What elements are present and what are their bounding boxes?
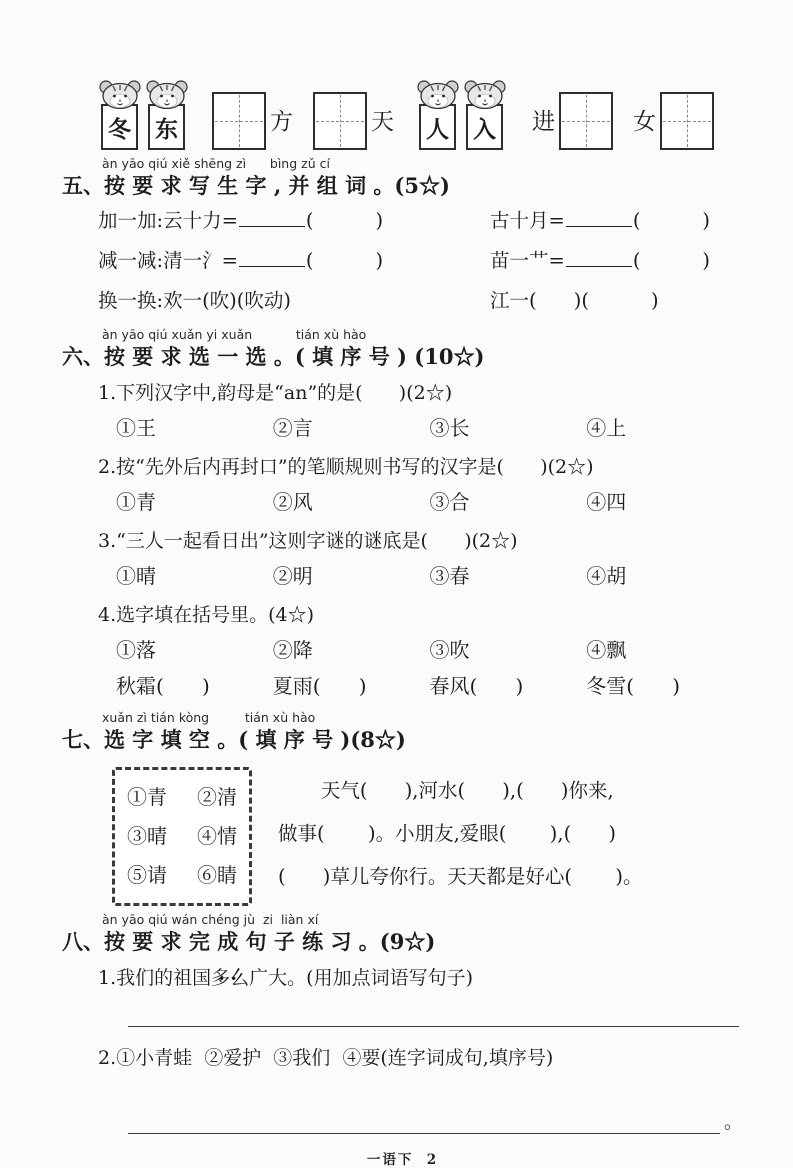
section-8 — [62, 912, 743, 1134]
tiger-mascot-card — [143, 79, 190, 150]
option-row — [116, 558, 743, 594]
exercise-text: 减一减:清一氵= — [98, 249, 238, 272]
section-6-title: 六、按 要 求 选 一 选 。( 填 序 号 ) (10☆) — [62, 344, 485, 369]
option: ②风 — [272, 490, 313, 514]
word-paren: ( ) — [632, 249, 711, 272]
section-5 — [62, 156, 743, 321]
question-4 — [98, 598, 743, 704]
tiger-sign-char: 入 — [466, 104, 503, 150]
question-text — [98, 961, 743, 995]
match-character: 方 — [270, 108, 293, 135]
section-7-title: 七、选 字 填 空 。( 填 序 号 )(8☆) — [62, 727, 406, 752]
exercise-text: 加一加:云十力= — [98, 209, 238, 232]
option-row — [116, 484, 743, 520]
question-prefix: 1.我们的祖国 — [98, 967, 212, 989]
option: ④四 — [586, 490, 627, 514]
option: ②明 — [272, 564, 313, 588]
sentence-question-2 — [98, 1041, 743, 1075]
tiger-mascot-card — [461, 79, 508, 150]
question-text: 2.按“先外后内再封口”的笔顺规则书写的汉字是( )(2☆) — [98, 456, 594, 478]
match-character: 女 — [633, 108, 656, 135]
choices-row — [127, 856, 237, 895]
choice: ④情 — [197, 824, 237, 848]
option: ③合 — [429, 490, 470, 514]
sentence-question-1 — [98, 961, 743, 995]
question-text: 1.下列汉字中,韵母是“an”的是( )(2☆) — [98, 382, 453, 404]
tiger-icon — [463, 79, 507, 109]
option: ③吹 — [429, 638, 470, 662]
question-2 — [98, 450, 743, 520]
tiger-icon — [145, 79, 189, 109]
swap-radical-row — [98, 281, 743, 321]
character-matching-row — [96, 66, 743, 150]
choice: ⑤请 — [127, 863, 167, 887]
option-row — [116, 632, 743, 668]
answer-line-row — [128, 1107, 743, 1134]
question-1 — [98, 376, 743, 446]
tiger-icon — [98, 79, 142, 109]
exercise-text: 换一换:欢一(吹)(吹动) — [98, 289, 292, 312]
option: ④胡 — [586, 564, 627, 588]
pinyin-guide: àn yāo qiú xuǎn yi xuǎn tián xù hào — [102, 327, 367, 342]
section-7-content — [112, 767, 743, 906]
tiger-sign-char: 东 — [148, 104, 185, 150]
passage-line: 做事( )。小朋友,爱眼( ),( ) — [278, 822, 617, 845]
option: ①青 — [116, 490, 156, 514]
tiger-mascot-card — [414, 79, 461, 150]
question-text: 4.选字填在括号里。(4☆) — [98, 604, 315, 626]
answer-blank — [566, 209, 632, 227]
fill-blank: 秋霜( ) — [116, 674, 210, 698]
fill-blank: 夏雨( ) — [272, 674, 367, 698]
section-7 — [62, 710, 743, 906]
exercise-text: 古十月= — [490, 209, 565, 232]
fill-blank: 冬雪( ) — [586, 674, 680, 698]
exercise-text: 苗一艹= — [490, 249, 565, 272]
choice: ⑥睛 — [197, 863, 237, 887]
section-8-title: 八、按 要 求 完 成 句 子 练 习 。(9☆) — [62, 929, 436, 954]
question-suffix: 广大。(用加点词语写句子) — [249, 967, 473, 989]
choice: ①青 — [127, 785, 167, 809]
answer-blank — [239, 249, 305, 267]
fill-blank: 春风( ) — [429, 674, 524, 698]
tiger-icon — [416, 79, 460, 109]
writing-grid-box — [313, 92, 367, 150]
option: ①落 — [116, 638, 156, 662]
passage-line: 天气( ),河水( ),( )你来, — [320, 779, 614, 802]
word-paren: ( ) — [305, 249, 384, 272]
choice: ②清 — [197, 785, 237, 809]
section-5-title: 五、按 要 求 写 生 字 , 并 组 词 。(5☆) — [62, 173, 450, 198]
question-text: 2.①小青蛙 ②爱护 ③我们 ④要(连字词成句,填序号) — [98, 1047, 554, 1069]
fill-blank-row — [116, 668, 743, 704]
exercise-text: 江一( )( ) — [490, 289, 659, 312]
option: ③长 — [429, 416, 470, 440]
option: ①王 — [116, 416, 156, 440]
choice: ③晴 — [127, 824, 167, 848]
tiger-sign-char: 冬 — [101, 104, 138, 150]
option: ④飘 — [586, 638, 627, 662]
tiger-sign-char: 人 — [419, 104, 456, 150]
writing-grid-box — [212, 92, 266, 150]
word-paren: ( ) — [632, 209, 711, 232]
choices-row — [127, 778, 237, 817]
answer-line — [128, 1025, 739, 1027]
character-choices-box — [112, 767, 252, 906]
sentence-period: 。 — [723, 1111, 743, 1133]
pinyin-guide: àn yāo qiú wán chéng jù zi liàn xí — [102, 912, 319, 927]
answer-blank — [566, 249, 632, 267]
writing-grid-box — [660, 92, 714, 150]
option-row — [116, 410, 743, 446]
match-character: 天 — [371, 108, 394, 135]
writing-grid-box — [559, 92, 613, 150]
question-text: 3.“三人一起看日出”这则字谜的谜底是( )(2☆) — [98, 530, 518, 552]
add-stroke-row — [98, 201, 743, 241]
pinyin-guide: àn yāo qiú xiě shēng zì bìng zǔ cí — [102, 156, 330, 171]
answer-blank — [239, 209, 305, 227]
remove-stroke-row — [98, 241, 743, 281]
option: ②言 — [272, 416, 313, 440]
choices-row — [127, 817, 237, 856]
tiger-mascot-card — [96, 79, 143, 150]
section-6 — [62, 327, 743, 704]
option: ①晴 — [116, 564, 156, 588]
match-character: 进 — [532, 108, 555, 135]
option: ④上 — [586, 416, 627, 440]
answer-line — [128, 1132, 720, 1134]
page-footer: 一语下 2 — [366, 1152, 439, 1168]
passage-line: ( )草儿夸你行。天天都是好心( )。 — [278, 865, 643, 888]
dotted-emphasis-word: 多么 •• — [211, 967, 249, 989]
fill-in-passage — [252, 767, 743, 906]
option: ②降 — [272, 638, 313, 662]
question-3 — [98, 524, 743, 594]
word-paren: ( ) — [305, 209, 384, 232]
pinyin-guide: xuǎn zì tián kòng tián xù hào — [102, 710, 316, 725]
option: ③春 — [429, 564, 470, 588]
